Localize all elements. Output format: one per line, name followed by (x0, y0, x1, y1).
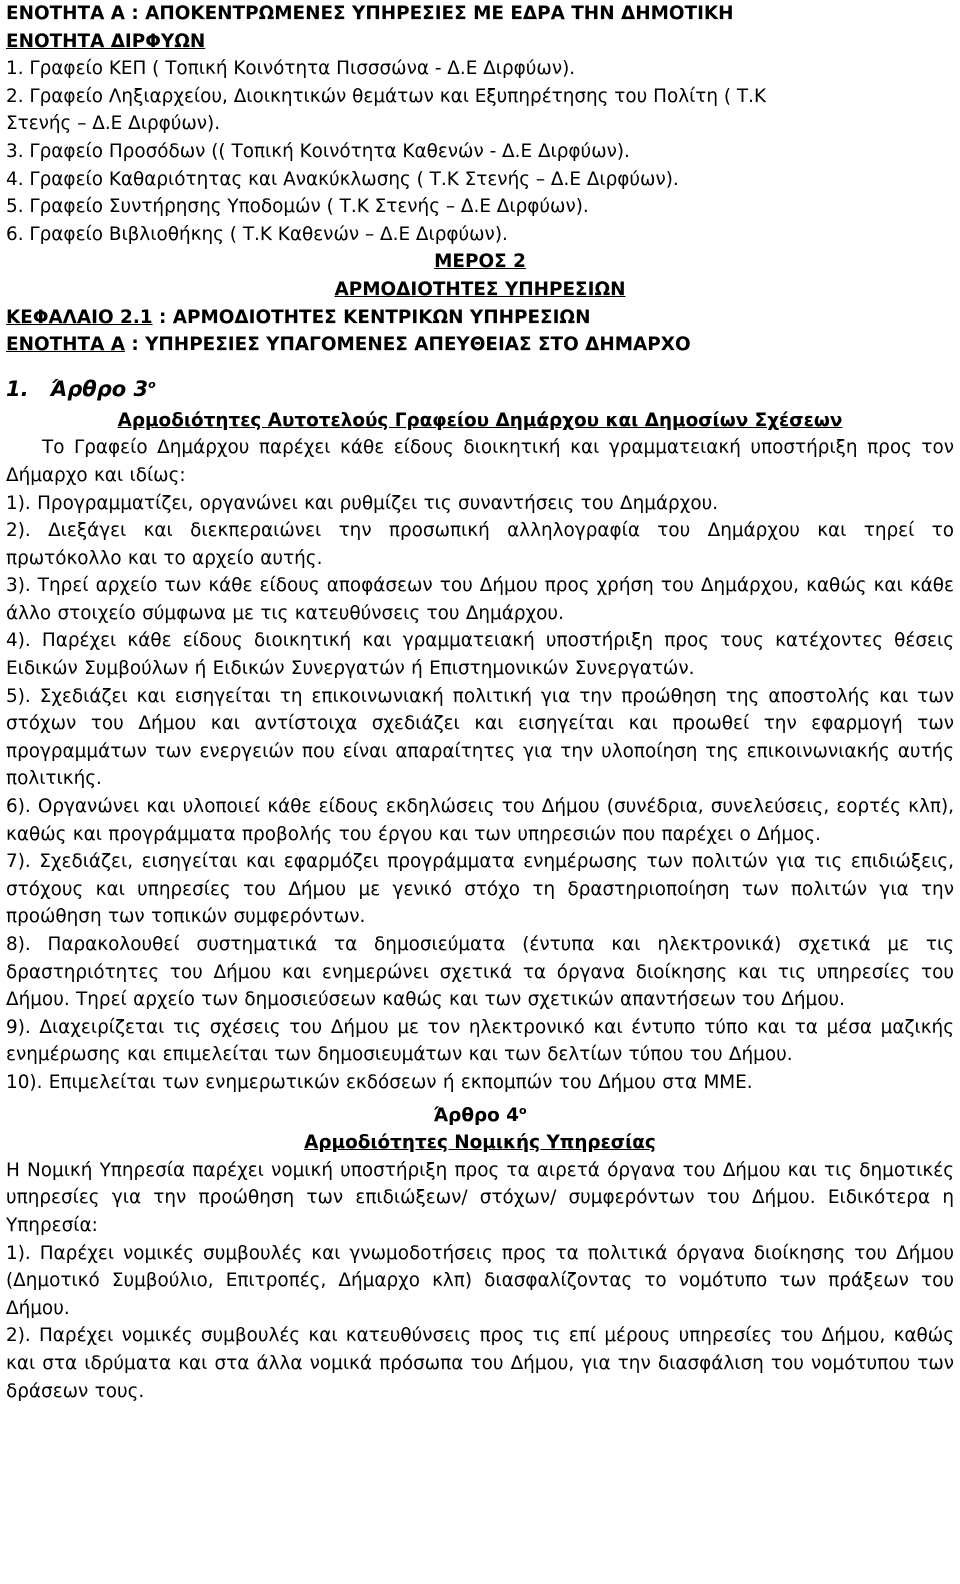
article-3-number: 1. (6, 376, 29, 401)
article-4-title: Άρθρο 4 (433, 1104, 519, 1126)
unit-title: : ΥΠΗΡΕΣΙΕΣ ΥΠΑΓΟΜΕΝΕΣ ΑΠΕΥΘΕΙΑΣ ΣΤΟ ΔΗΜΑΡΧΟ (124, 334, 691, 356)
article-4-heading (6, 1097, 954, 1130)
office-item: 2. Γραφείο Ληξιαρχείου, Διοικητικών θεμάτων και Εξυπηρέτησης του Πολίτη ( Τ.Κ (6, 85, 767, 107)
article-3-ordinal: ο (148, 377, 156, 391)
chapter-heading (6, 304, 954, 332)
section-a-title: ΕΝΟΤΗΤΑ Α : ΑΠΟΚΕΝΤΡΩΜΕΝΕΣ ΥΠΗΡΕΣΙΕΣ ΜΕ ΕΔΡΑ ΤΗΝ ΔΗΜΟΤΙΚΗ (6, 3, 734, 24)
office-item: 3. Γραφείο Προσόδων (( Τοπική Κοινότητα Καθενών - Δ.Ε Διρφύων). (6, 140, 630, 162)
list-item: 1). Προγραμματίζει, οργανώνει και ρυθμίζει τις συναντήσεις του Δημάρχου. (6, 492, 719, 514)
article-3-intro: Το Γραφείο Δημάρχου παρέχει κάθε είδους διοικητική και γραμματειακή υποστήριξη προς τον Δήμαρχο και ιδίως: (6, 437, 954, 486)
list-item: 7). Σχεδιάζει, εισηγείται και εφαρμόζει προγράμματα ενημέρωσης των πολιτών για τις επιδιώξεις, στόχους και υπηρεσίες του Δήμου με γενικό στόχο τη δραστηριοποίηση των πολιτών για την προώθηση των τοπικών συμφερόντων. (6, 851, 954, 928)
office-item: Στενής – Δ.Ε Διρφύων). (6, 113, 221, 135)
list-item: 3). Τηρεί αρχείο των κάθε είδους αποφάσεων του Δήμου προς χρήση του Δημάρχου, καθώς και κάθε άλλο στοιχείο σύμφωνα με τις κατευθύνσεις του Δημάρχου. (6, 575, 954, 624)
list-item: 2). Διεξάγει και διεκπεραιώνει την προσωπική αλληλογραφία του Δημάρχου και τηρεί το πρωτόκολλο και το αρχείο αυτής. (6, 520, 954, 569)
unit-heading (6, 331, 954, 359)
article-3-title: Άρθρο 3 (50, 376, 149, 401)
list-item: 10). Επιμελείται των ενημερωτικών εκδόσεων ή εκπομπών του Δήμου στα ΜΜΕ. (6, 1071, 753, 1093)
office-item: 6. Γραφείο Βιβλιοθήκης ( Τ.Κ Καθενών – Δ.Ε Διρφύων). (6, 223, 508, 245)
list-item: 5). Σχεδιάζει και εισηγείται τη επικοινωνιακή πολιτική για την προώθηση της αποστολής και των στόχων του Δήμου και αντίστοιχα σχεδιάζει και εισηγείται και προωθεί την εφαρμογή των προγραμμάτων των ενεργειών που είναι απαραίτητες για την υλοποίηση της επικοινωνιακής αυτής πολιτικής. (6, 685, 954, 790)
office-item: 4. Γραφείο Καθαριότητας και Ανακύκλωσης ( Τ.Κ Στενής – Δ.Ε Διρφύων). (6, 168, 679, 190)
section-a-title-continued: ΕΝΟΤΗΤΑ ΔΙΡΦΥΩΝ (6, 30, 206, 52)
article-3-heading (6, 369, 954, 405)
part-title: ΜΕΡΟΣ 2 (434, 251, 526, 273)
office-item: 1. Γραφείο ΚΕΠ ( Τοπική Κοινότητα Πισσσώνα - Δ.Ε Διρφύων). (6, 58, 576, 80)
chapter-title: : ΑΡΜΟΔΙΟΤΗΤΕΣ ΚΕΝΤΡΙΚΩΝ ΥΠΗΡΕΣΙΩΝ (152, 306, 591, 328)
article-4-subtitle: Αρμοδιότητες Νομικής Υπηρεσίας (304, 1132, 656, 1154)
article-4-intro: Η Νομική Υπηρεσία παρέχει νομική υποστήριξη προς τα αιρετά όργανα του Δήμου και τις δημοτικές υπηρεσίες για την προώθηση των επιδιώξεων/ στόχων/ συμφερόντων του Δήμου. Ειδικότερα η Υπηρεσία: (6, 1159, 954, 1237)
list-item: 6). Οργανώνει και υλοποιεί κάθε είδους εκδηλώσεις του Δήμου (συνέδρια, συνελεύσεις, εορτές κλπ), καθώς και προγράμματα προβολής του έργου και των υπηρεσιών που παρέχει ο Δήμος. (6, 796, 954, 845)
list-item: 4). Παρέχει κάθε είδους διοικητική και γραμματειακή υποστήριξη προς τους κατέχοντες θέσεις Ειδικών Συμβούλων ή Ειδικών Συνεργατών ή Επιστημονικών Συνεργατών. (6, 630, 954, 680)
unit-number: ΕΝΟΤΗΤΑ Α (6, 334, 125, 356)
list-item: 8). Παρακολουθεί συστηματικά τα δημοσιεύματα (έντυπα και ηλεκτρονικά) σχετικά με τις δραστηριότητες του Δήμου και ενημερώνει σχετικά τα όργανα διοίκησης και τις υπηρεσίες του Δήμου. Τηρεί αρχείο των δημοσιεύσεων καθώς και των σχετικών απαντήσεων του Δήμου. (6, 934, 954, 1011)
list-item: 9). Διαχειρίζεται τις σχέσεις του Δήμου με τον ηλεκτρονικό και έντυπο τύπο και τα μέσα μαζικής ενημέρωσης και επιμελείται των δημοσιευμάτων και των δελτίων τύπου του Δήμου. (6, 1016, 954, 1066)
offices-list (6, 55, 954, 248)
list-item: 2). Παρέχει νομικές συμβουλές και κατευθύνσεις προς τις επί μέρους υπηρεσίες του Δήμου, καθώς και στα ιδρύματα και στα άλλα νομικά πρόσωπα του Δήμου, για την διασφάλιση του νομότυπου των δράσεων τους. (6, 1325, 954, 1402)
part-subtitle: ΑΡΜΟΔΙΟΤΗΤΕΣ ΥΠΗΡΕΣΙΩΝ (334, 278, 626, 300)
article-4-ordinal: ο (518, 1103, 527, 1117)
office-item: 5. Γραφείο Συντήρησης Υποδομών ( Τ.Κ Στενής – Δ.Ε Διρφύων). (6, 196, 589, 218)
chapter-number: ΚΕΦΑΛΑΙΟ 2.1 (6, 306, 153, 328)
list-item: 1). Παρέχει νομικές συμβουλές και γνωμοδοτήσεις προς τα πολιτικά όργανα διοίκησης του Δήμου (Δημοτικό Συμβούλιο, Επιτροπές, Δήμαρχο κλπ) διασφαλίζοντας το νομότυπο των πράξεων του Δήμου. (6, 1242, 954, 1319)
article-4-items (6, 1240, 954, 1406)
article-3-items (6, 490, 954, 1097)
article-3-subtitle: Αρμοδιότητες Αυτοτελούς Γραφείου Δημάρχου και Δημοσίων Σχέσεων (117, 409, 843, 431)
